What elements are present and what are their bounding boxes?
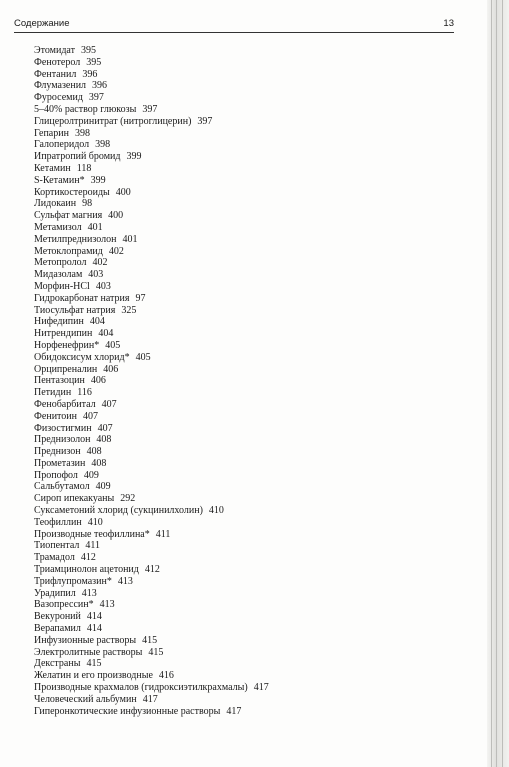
entry-page-number: 407 bbox=[97, 422, 113, 434]
entry-name: Вазопрессин* bbox=[34, 599, 94, 611]
contents-entry bbox=[34, 281, 269, 293]
contents-entry bbox=[34, 340, 269, 352]
entry-page-number: 412 bbox=[144, 564, 160, 576]
contents-entry bbox=[34, 293, 269, 305]
page-number: 13 bbox=[443, 18, 454, 29]
entry-page-number: 413 bbox=[81, 587, 97, 599]
contents-entry bbox=[34, 305, 269, 317]
entry-name: Мидазолам bbox=[34, 269, 83, 281]
contents-entry bbox=[34, 69, 269, 81]
entry-page-number: 413 bbox=[99, 599, 115, 611]
contents-entry bbox=[34, 352, 269, 364]
entry-name: 5–40% раствор глюкозы bbox=[34, 103, 137, 115]
entry-name: Верапамил bbox=[34, 623, 81, 635]
entry-page-number: 399 bbox=[126, 151, 142, 163]
section-title: Содержание bbox=[14, 18, 70, 29]
entry-name: Кетамин bbox=[34, 162, 71, 174]
entry-page-number: 325 bbox=[121, 304, 137, 316]
entry-name: Тиопентал bbox=[34, 540, 80, 552]
entry-page-number: 413 bbox=[117, 575, 133, 587]
entry-name: Трамадол bbox=[34, 552, 75, 564]
entry-name: Лидокаин bbox=[34, 198, 77, 210]
contents-entry bbox=[34, 387, 269, 399]
contents-entry bbox=[34, 328, 269, 340]
entry-name: Фуросемид bbox=[34, 92, 83, 104]
contents-entry bbox=[34, 481, 269, 493]
entry-name: Урадипил bbox=[34, 587, 76, 599]
entry-name: Инфузионные растворы bbox=[34, 634, 137, 646]
entry-page-number: 409 bbox=[83, 469, 99, 481]
entry-name: Сальбутамол bbox=[34, 481, 90, 493]
entry-page-number: 405 bbox=[105, 339, 121, 351]
entry-page-number: 397 bbox=[88, 92, 104, 104]
contents-entry bbox=[34, 57, 269, 69]
entry-page-number: 407 bbox=[82, 410, 98, 422]
contents-entry bbox=[34, 670, 269, 682]
contents-entry bbox=[34, 529, 269, 541]
entry-page-number: 402 bbox=[108, 245, 124, 257]
entry-name: Физостигмин bbox=[34, 422, 92, 434]
contents-entry bbox=[34, 635, 269, 647]
entry-page-number: 118 bbox=[76, 162, 92, 174]
contents-entry bbox=[34, 611, 269, 623]
page-edge-shadow bbox=[487, 0, 509, 767]
entry-page-number: 410 bbox=[87, 516, 103, 528]
entry-page-number: 411 bbox=[155, 528, 171, 540]
contents-entry bbox=[34, 517, 269, 529]
entry-name: Гидрокарбонат натрия bbox=[34, 292, 130, 304]
contents-entry bbox=[34, 187, 269, 199]
entry-page-number: 399 bbox=[90, 174, 106, 186]
contents-entry bbox=[34, 694, 269, 706]
entry-page-number: 417 bbox=[253, 682, 269, 694]
entry-page-number: 400 bbox=[108, 210, 124, 222]
contents-entry bbox=[34, 564, 269, 576]
contents-entry bbox=[34, 92, 269, 104]
entry-page-number: 401 bbox=[87, 221, 103, 233]
contents-entry bbox=[34, 623, 269, 635]
entry-name: Галоперидол bbox=[34, 139, 90, 151]
contents-entry bbox=[34, 599, 269, 611]
entry-page-number: 417 bbox=[226, 705, 242, 717]
entry-page-number: 417 bbox=[142, 693, 158, 705]
entry-page-number: 404 bbox=[98, 328, 114, 340]
entry-page-number: 410 bbox=[208, 505, 224, 517]
entry-name: Фенитоин bbox=[34, 410, 77, 422]
contents-entry bbox=[34, 364, 269, 376]
entry-name: Желатин и его производные bbox=[34, 670, 153, 682]
entry-page-number: 396 bbox=[82, 68, 98, 80]
entry-name: Трифлупромазин* bbox=[34, 575, 112, 587]
entry-name: Преднизон bbox=[34, 446, 81, 458]
entry-name: Глицеролтринитрат (нитроглицерин) bbox=[34, 115, 192, 127]
entry-name: Декстраны bbox=[34, 658, 81, 670]
entry-name: Орципреналин bbox=[34, 363, 98, 375]
entry-name: Петидин bbox=[34, 387, 72, 399]
entry-page-number: 405 bbox=[135, 351, 151, 363]
entry-page-number: 416 bbox=[158, 670, 174, 682]
entry-page-number: 397 bbox=[142, 103, 158, 115]
entry-name: S-Кетамин* bbox=[34, 174, 85, 186]
entry-name: Морфин-HCl bbox=[34, 280, 90, 292]
page-header bbox=[14, 16, 454, 33]
contents-entry bbox=[34, 116, 269, 128]
entry-page-number: 411 bbox=[85, 540, 101, 552]
contents-entry bbox=[34, 682, 269, 694]
entry-page-number: 408 bbox=[96, 434, 112, 446]
contents-entry bbox=[34, 706, 269, 718]
contents-entry bbox=[34, 458, 269, 470]
entry-name: Фенобарбитал bbox=[34, 398, 96, 410]
contents-entry bbox=[34, 104, 269, 116]
contents-entry bbox=[34, 588, 269, 600]
contents-entry bbox=[34, 198, 269, 210]
contents-entry bbox=[34, 210, 269, 222]
entry-name: Суксаметоний хлорид (сукцинилхолин) bbox=[34, 505, 203, 517]
entry-name: Нифедипин bbox=[34, 316, 84, 328]
entry-page-number: 412 bbox=[80, 552, 96, 564]
contents-entry bbox=[34, 316, 269, 328]
entry-page-number: 407 bbox=[101, 398, 117, 410]
entry-name: Производные теофиллина* bbox=[34, 528, 150, 540]
contents-list bbox=[34, 45, 269, 717]
entry-page-number: 415 bbox=[142, 634, 158, 646]
entry-name: Человеческий альбумин bbox=[34, 693, 137, 705]
entry-name: Норфенефрин* bbox=[34, 339, 100, 351]
entry-page-number: 398 bbox=[74, 127, 90, 139]
entry-page-number: 116 bbox=[77, 387, 92, 399]
contents-entry bbox=[34, 139, 269, 151]
entry-name: Прометазин bbox=[34, 457, 86, 469]
entry-page-number: 403 bbox=[88, 269, 104, 281]
entry-name: Преднизолон bbox=[34, 434, 91, 446]
contents-entry bbox=[34, 540, 269, 552]
entry-name: Метамизол bbox=[34, 221, 82, 233]
entry-page-number: 395 bbox=[86, 56, 102, 68]
entry-name: Тиосульфат натрия bbox=[34, 304, 116, 316]
entry-page-number: 414 bbox=[86, 623, 102, 635]
contents-entry bbox=[34, 163, 269, 175]
contents-entry bbox=[34, 647, 269, 659]
contents-entry bbox=[34, 411, 269, 423]
entry-page-number: 395 bbox=[80, 45, 96, 56]
contents-entry bbox=[34, 246, 269, 258]
entry-page-number: 406 bbox=[90, 375, 106, 387]
entry-name: Нитрендипин bbox=[34, 328, 93, 340]
entry-name: Фенотерол bbox=[34, 56, 81, 68]
contents-entry bbox=[34, 151, 269, 163]
contents-entry bbox=[34, 45, 269, 57]
entry-page-number: 292 bbox=[120, 493, 136, 505]
entry-page-number: 398 bbox=[95, 139, 111, 151]
entry-page-number: 409 bbox=[95, 481, 111, 493]
entry-page-number: 401 bbox=[122, 233, 138, 245]
entry-page-number: 408 bbox=[91, 457, 107, 469]
contents-entry bbox=[34, 80, 269, 92]
entry-page-number: 97 bbox=[135, 292, 146, 304]
entry-name: Фентанил bbox=[34, 68, 77, 80]
entry-name: Триамцинолон ацетонид bbox=[34, 564, 139, 576]
entry-name: Этомидат bbox=[34, 45, 75, 56]
contents-entry bbox=[34, 505, 269, 517]
entry-page-number: 415 bbox=[148, 646, 164, 658]
contents-entry bbox=[34, 446, 269, 458]
contents-entry bbox=[34, 576, 269, 588]
entry-name: Сульфат магния bbox=[34, 210, 103, 222]
contents-entry bbox=[34, 552, 269, 564]
entry-page-number: 396 bbox=[92, 80, 108, 92]
entry-page-number: 408 bbox=[86, 446, 102, 458]
entry-name: Электролитные растворы bbox=[34, 646, 143, 658]
entry-name: Сироп ипекакуаны bbox=[34, 493, 115, 505]
entry-page-number: 397 bbox=[197, 115, 213, 127]
contents-entry bbox=[34, 222, 269, 234]
entry-name: Векуроний bbox=[34, 611, 81, 623]
entry-page-number: 98 bbox=[82, 198, 93, 210]
entry-name: Гепарин bbox=[34, 127, 69, 139]
entry-name: Метилпреднизолон bbox=[34, 233, 117, 245]
contents-entry bbox=[34, 399, 269, 411]
entry-name: Ипратропий бромид bbox=[34, 151, 121, 163]
entry-name: Метоклопрамид bbox=[34, 245, 103, 257]
entry-name: Обидоксисум хлорид* bbox=[34, 351, 130, 363]
contents-entry bbox=[34, 423, 269, 435]
entry-page-number: 406 bbox=[103, 363, 119, 375]
contents-entry bbox=[34, 470, 269, 482]
entry-page-number: 400 bbox=[115, 186, 131, 198]
contents-entry bbox=[34, 257, 269, 269]
contents-entry bbox=[34, 269, 269, 281]
entry-name: Производные крахмалов (гидроксиэтилкрахмалы) bbox=[34, 682, 248, 694]
entry-name: Пентазоцин bbox=[34, 375, 85, 387]
contents-entry bbox=[34, 375, 269, 387]
contents-entry bbox=[34, 434, 269, 446]
contents-entry bbox=[34, 493, 269, 505]
entry-name: Метопролол bbox=[34, 257, 87, 269]
entry-name: Кортикостероиды bbox=[34, 186, 110, 198]
entry-page-number: 403 bbox=[95, 280, 111, 292]
entry-page-number: 404 bbox=[89, 316, 105, 328]
contents-entry bbox=[34, 128, 269, 140]
entry-page-number: 415 bbox=[86, 658, 102, 670]
contents-entry bbox=[34, 175, 269, 187]
contents-entry bbox=[34, 234, 269, 246]
entry-page-number: 414 bbox=[86, 611, 102, 623]
entry-name: Пропофол bbox=[34, 469, 78, 481]
entry-page-number: 402 bbox=[92, 257, 108, 269]
contents-entry bbox=[34, 658, 269, 670]
entry-name: Флумазенил bbox=[34, 80, 87, 92]
entry-name: Теофиллин bbox=[34, 516, 82, 528]
entry-name: Гиперонкотические инфузионные растворы bbox=[34, 705, 221, 717]
